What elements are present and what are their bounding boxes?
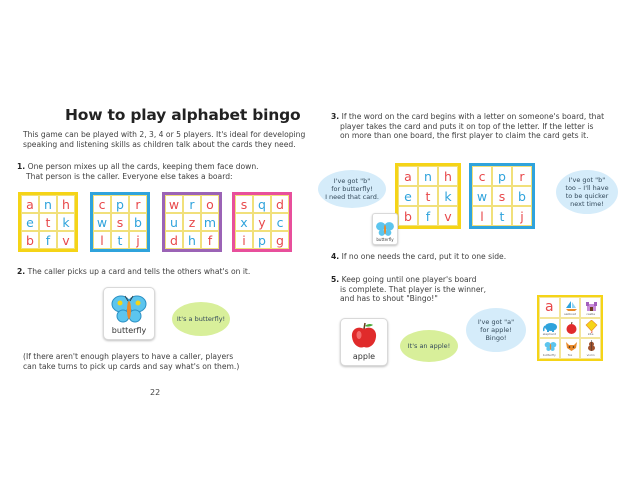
step-text: and has to shout "Bingo!"	[340, 294, 438, 304]
speech-text: next time!	[570, 200, 604, 208]
board-letter: d	[271, 195, 289, 213]
cell-label: fox	[567, 352, 573, 357]
board-letter: t	[39, 213, 57, 231]
board-letter: b	[21, 231, 39, 249]
speech-text: to be quicker	[565, 192, 609, 200]
note-line: (If there aren't enough players to have a caller, players	[23, 352, 234, 361]
board-letter: p	[253, 231, 271, 249]
step-text: Keep going until one player's board	[341, 275, 477, 284]
step-text: If no one needs the card, put it to one side.	[341, 252, 507, 261]
board-cell	[539, 338, 560, 359]
board-letter: h	[183, 231, 201, 249]
speech-bubble	[556, 170, 618, 214]
step-4	[331, 252, 506, 262]
board-letter: x	[235, 213, 253, 231]
step-text: One person mixes up all the cards, keeping them face down.	[27, 162, 259, 171]
board-letter: u	[165, 213, 183, 231]
board-letter: k	[438, 186, 458, 206]
board-cell	[580, 318, 601, 339]
note-line: can take turns to pick up cards and say what's on them.)	[23, 361, 240, 371]
step-number: 1.	[17, 162, 26, 171]
board-cell	[539, 297, 560, 318]
page-number: 22	[150, 388, 161, 397]
speech-text: for butterfly!	[331, 185, 373, 193]
speech-text: I've got "a"	[477, 318, 515, 326]
cell-label: violin	[586, 352, 595, 357]
completed-board	[537, 295, 603, 361]
board-letter: y	[253, 213, 271, 231]
board-letter: g	[271, 231, 289, 249]
bingo-board	[162, 192, 222, 252]
board-letter: w	[472, 186, 492, 206]
kite-icon	[585, 320, 598, 333]
board-letter: w	[165, 195, 183, 213]
board-letter: f	[39, 231, 57, 249]
speech-text: It's a butterfly!	[176, 315, 226, 323]
butterfly-icon	[375, 221, 395, 237]
board-letter: p	[111, 195, 129, 213]
cell-label: kite	[587, 332, 594, 337]
note-text	[23, 352, 239, 371]
board-letter: e	[21, 213, 39, 231]
apple-icon	[565, 322, 578, 335]
sailboat-icon	[565, 300, 578, 312]
board-letter: n	[418, 166, 438, 186]
board-letter: j	[129, 231, 147, 249]
board-letter: b	[512, 186, 532, 206]
step-3	[331, 112, 604, 141]
board-letter: c	[93, 195, 111, 213]
speech-text: I've got "b"	[333, 177, 371, 185]
board-cell	[580, 338, 601, 359]
board-letter: m	[201, 213, 219, 231]
board-letter: s	[235, 195, 253, 213]
board-letter: q	[253, 195, 271, 213]
step-number: 4.	[331, 252, 340, 261]
step-text: player takes the card and puts it on top of the letter. If the letter is	[340, 121, 594, 131]
board-cell	[539, 318, 560, 339]
board-letter: c	[271, 213, 289, 231]
fox-icon	[565, 341, 578, 352]
board-letter: d	[165, 231, 183, 249]
board-letter: t	[492, 206, 512, 226]
step-number: 2.	[17, 267, 26, 276]
step-number: 3.	[331, 112, 340, 121]
board-letter: a	[545, 299, 554, 316]
board-letter: r	[183, 195, 201, 213]
card-label: butterfly	[376, 237, 394, 242]
board-letter: t	[111, 231, 129, 249]
board-letter: j	[512, 206, 532, 226]
speech-text: I've got "b"	[568, 176, 606, 184]
board-letter: v	[438, 206, 458, 226]
board-letter: a	[398, 166, 418, 186]
speech-text: too – I'll have	[565, 184, 609, 192]
castle-icon	[585, 300, 598, 312]
apple-icon	[349, 322, 379, 350]
bingo-board	[90, 192, 150, 252]
board-letter: t	[418, 186, 438, 206]
cell-label: castle	[586, 311, 596, 316]
speech-bubble	[318, 170, 386, 208]
step-text: is complete. That player is the winner,	[340, 284, 487, 294]
cell-label: butterfly	[542, 352, 556, 357]
step-text: The caller picks up a card and tells the others what's on it.	[27, 267, 251, 276]
board-letter: p	[492, 166, 512, 186]
step-2	[17, 267, 250, 277]
butterfly-card[interactable]	[103, 287, 155, 340]
speech-text: I need that card.	[325, 193, 379, 201]
bingo-board	[395, 163, 461, 229]
cell-label: sailboat	[564, 311, 576, 316]
board-cell	[560, 318, 581, 339]
bingo-board	[232, 192, 292, 252]
bingo-board	[18, 192, 78, 252]
board-letter: a	[21, 195, 39, 213]
board-letter: r	[129, 195, 147, 213]
board-letter: f	[418, 206, 438, 226]
intro-line: This game can be played with 2, 3, 4 or 5 players. It's ideal for developing	[23, 130, 306, 139]
speech-text: Bingo!	[485, 334, 507, 342]
butterfly-icon	[544, 341, 557, 352]
board-letter: o	[201, 195, 219, 213]
speech-text: for apple!	[480, 326, 512, 334]
board-cell	[560, 338, 581, 359]
board-letter: b	[129, 213, 147, 231]
board-letter: h	[438, 166, 458, 186]
board-letter: n	[39, 195, 57, 213]
speech-bubble	[466, 308, 526, 352]
elephant-icon	[543, 321, 558, 333]
step-5	[331, 275, 486, 304]
board-cell	[580, 297, 601, 318]
board-letter: s	[492, 186, 512, 206]
butterfly-card[interactable]	[372, 213, 398, 245]
board-letter: i	[235, 231, 253, 249]
board-letter: b	[398, 206, 418, 226]
speech-text: It's an apple!	[407, 342, 451, 350]
intro-text	[23, 130, 305, 149]
step-1	[17, 162, 259, 181]
step-text: on more than one board, the first player to claim the card gets it.	[340, 131, 589, 141]
card-label: apple	[352, 352, 376, 361]
board-letter: f	[201, 231, 219, 249]
board-letter: z	[183, 213, 201, 231]
board-letter: l	[472, 206, 492, 226]
cell-label: elephant	[542, 332, 556, 337]
violin-icon	[585, 340, 598, 352]
board-letter: l	[93, 231, 111, 249]
bingo-board	[469, 163, 535, 229]
step-number: 5.	[331, 275, 340, 284]
step-text: That person is the caller. Everyone else takes a board:	[26, 171, 233, 181]
card-label: butterfly	[111, 326, 147, 335]
step-text: If the word on the card begins with a letter on someone's board, that	[341, 112, 605, 121]
board-cell	[560, 297, 581, 318]
board-letter: k	[57, 213, 75, 231]
page-title: How to play alphabet bingo	[65, 106, 301, 124]
board-letter: s	[111, 213, 129, 231]
board-letter: c	[472, 166, 492, 186]
board-letter: v	[57, 231, 75, 249]
board-letter: r	[512, 166, 532, 186]
speech-bubble	[400, 330, 458, 362]
board-letter: w	[93, 213, 111, 231]
speech-bubble	[172, 302, 230, 336]
board-letter: e	[398, 186, 418, 206]
intro-line: speaking and listening skills as children talk about the cards they need.	[23, 139, 296, 149]
apple-card[interactable]	[340, 318, 388, 366]
board-letter: h	[57, 195, 75, 213]
butterfly-icon	[110, 294, 148, 324]
